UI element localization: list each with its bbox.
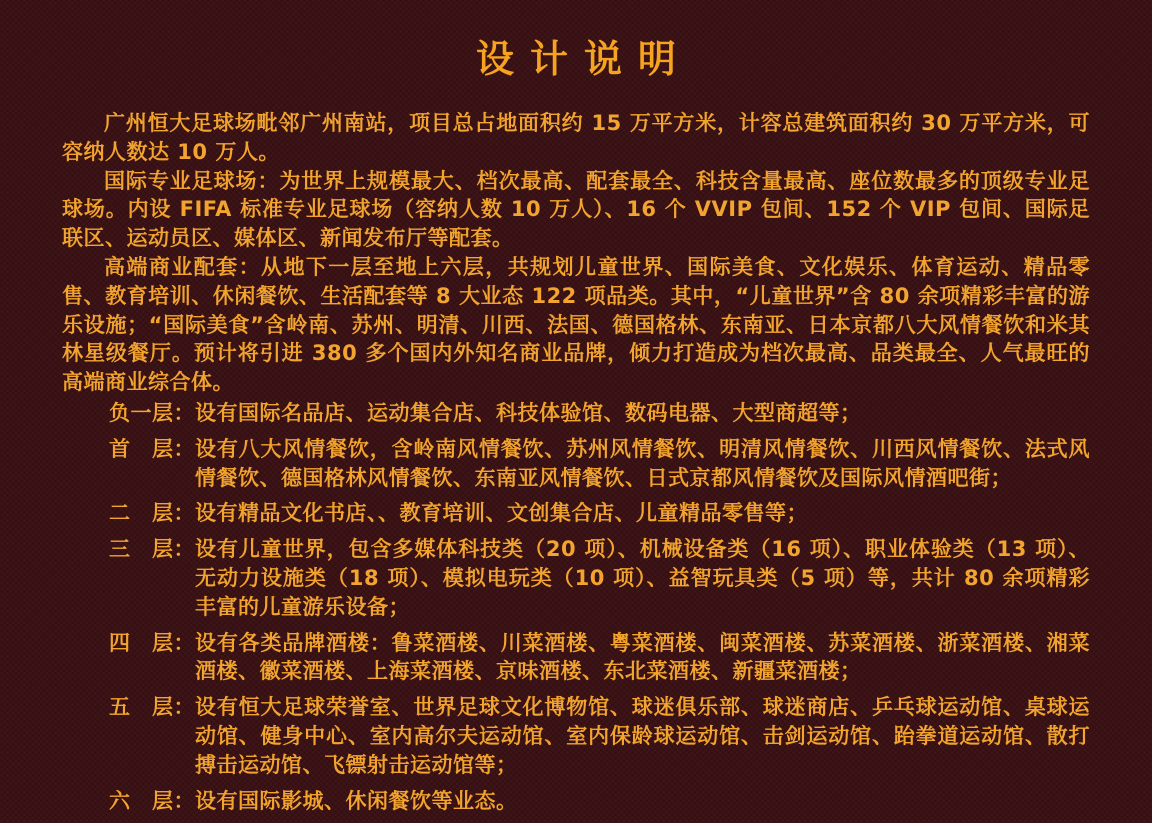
floor-item-b1	[109, 399, 1090, 428]
floor-label: 六 层：	[109, 788, 195, 813]
floor-label: 负一层：	[109, 400, 195, 425]
floor-text: 设有各类品牌酒楼：鲁菜酒楼、川菜酒楼、粤菜酒楼、闽菜酒楼、苏菜酒楼、浙菜酒楼、湘菜酒楼、徽菜酒楼、上海菜酒楼、京味酒楼、东北菜酒楼、新疆菜酒楼；	[195, 630, 1090, 684]
floor-label: 五 层：	[109, 695, 195, 720]
floor-label: 首 层：	[109, 436, 195, 461]
content-body	[62, 109, 1090, 815]
floor-text: 设有国际影城、休闲餐饮等业态。	[195, 788, 518, 813]
page-title: 设计说明	[476, 37, 692, 81]
floor-text: 设有国际名品店、运动集合店、科技体验馆、数码电器、大型商超等；	[195, 400, 862, 425]
floor-text: 设有恒大足球荣誉室、世界足球文化博物馆、球迷俱乐部、球迷商店、乒乓球运动馆、桌球运动馆、健身中心、室内高尔夫运动馆、室内保龄球运动馆、击剑运动馆、跆拳道运动馆、散打搏击运动馆、飞镖射击运动馆等；	[195, 695, 1090, 777]
floor-text: 设有精品文化书店、、教育培训、文创集合店、儿童精品零售等；	[195, 501, 808, 526]
floor-item-3	[109, 535, 1090, 621]
floor-label: 三 层：	[109, 537, 195, 562]
paragraph-overview: 广州恒大足球场毗邻广州南站，项目总占地面积约 15 万平方米，计容总建筑面积约 30 万平方米，可容纳人数达 10 万人。	[62, 111, 1090, 164]
floor-item-6	[109, 787, 1090, 816]
floor-item-5	[109, 693, 1090, 779]
floor-text: 设有儿童世界，包含多媒体科技类（20 项）、机械设备类（16 项）、职业体验类（13 项）、无动力设施类（18 项）、模拟电玩类（10 项）、益智玩具类（5 项）等，共计 80 余项精彩丰富的儿童游乐设备；	[195, 537, 1090, 619]
floor-label: 二 层：	[109, 501, 195, 526]
paragraph-commercial: 高端商业配套：从地下一层至地上六层，共规划儿童世界、国际美食、文化娱乐、体育运动、精品零售、教育培训、休闲餐饮、生活配套等 8 大业态 122 项品类。其中，“儿童世界”含 80 余项精彩丰富的游乐设施；“国际美食”含岭南、苏州、明清、川西、法国、德国格林、东南亚、日本京都八大风情餐饮和米其林星级餐厅。预计将引进 380 多个国内外知名商业品牌，倾力打造成为档次最高、品类最全、人气最旺的高端商业综合体。	[62, 254, 1090, 395]
paragraph-stadium: 国际专业足球场：为世界上规模最大、档次最高、配套最全、科技含量最高、座位数最多的顶级专业足球场。内设 FIFA 标准专业足球场（容纳人数 10 万人）、16 个 VVIP 包间、152 个 VIP 包间、国际足联区、运动员区、媒体区、新闻发布厅等配套。	[62, 168, 1090, 251]
floor-text: 设有八大风情餐饮，含岭南风情餐饮、苏州风情餐饮、明清风情餐饮、川西风情餐饮、法式风情餐饮、德国格林风情餐饮、东南亚风情餐饮、日式京都风情餐饮及国际风情酒吧街；	[195, 436, 1090, 490]
floor-item-2	[109, 499, 1090, 528]
floor-label: 四 层：	[109, 630, 195, 655]
floor-item-1	[109, 435, 1090, 493]
floor-item-4	[109, 629, 1090, 687]
floor-list	[109, 399, 1090, 815]
